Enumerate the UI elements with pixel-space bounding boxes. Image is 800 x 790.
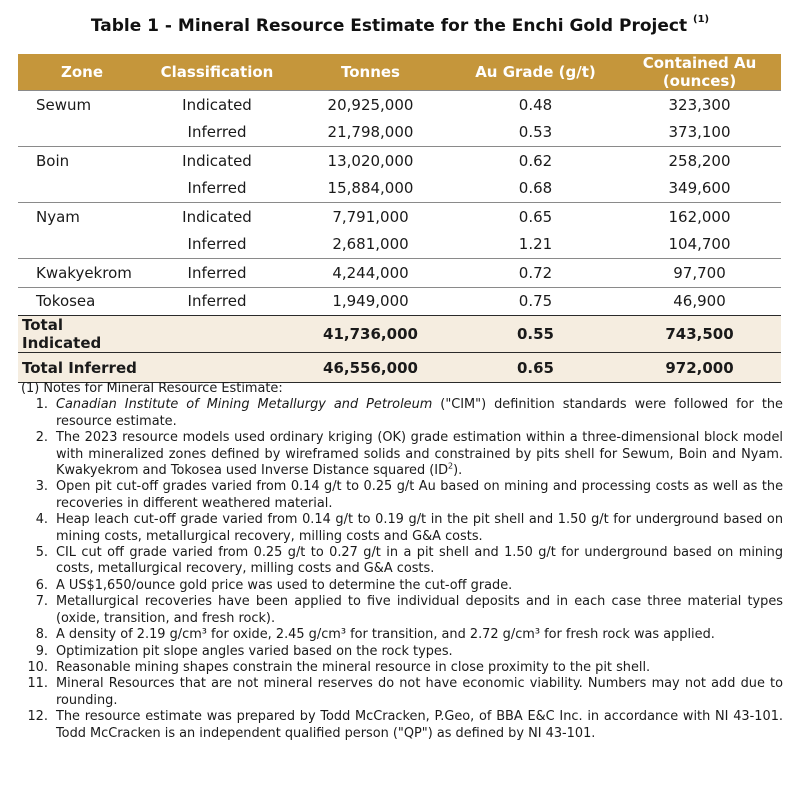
ounces-cell: 258,200 [618,147,781,175]
grade-cell: 0.72 [453,259,618,288]
grade-cell: 0.48 [453,91,618,119]
zone-cell: Kwakyekrom [18,259,146,288]
classification-cell: Indicated [146,147,288,175]
grade-cell: 0.68 [518,179,553,198]
note-item: 5. CIL cut off grade varied from 0.25 g/t to 0.27 g/t in a pit shell and 1.50 g/t for underground based on mining costs, metallurgical recovery, milling costs and G&A costs. [35,545,783,577]
total-grade: 0.55 [453,316,618,353]
zone-cell: Tokosea [18,287,146,316]
total-tonnes: 46,556,000 [288,353,453,383]
zone-cell: Boin [18,147,146,175]
grade-cell: 0.75 [453,287,618,316]
note-item: 12. The resource estimate was prepared by Todd McCracken, P.Geo, of BBA E&C Inc. in accordance with NI 43-101. Todd McCracken is an independent qualified person ("QP") as defined by NI 43-101. [27,709,783,741]
classification-cell: Inferred [187,235,247,254]
table-row [18,175,781,203]
tonnes-cell: 2,681,000 [332,235,409,254]
zone-cell: Nyam [18,203,146,231]
note-item: 3. Open pit cut-off grades varied from 0.14 g/t to 0.25 g/t Au based on mining and processing costs as well as the recoveries in different weathered material. [35,479,783,511]
total-ounces: 972,000 [618,353,781,383]
total-indicated-row [18,316,781,353]
table-row [18,147,781,175]
notes-section [21,381,783,742]
zone-cell [18,119,146,147]
grade-cell: 0.65 [453,203,618,231]
ounces-cell: 349,600 [668,179,731,198]
tonnes-cell: 20,925,000 [288,91,453,119]
col-ounces: Contained Au (ounces) [618,54,781,91]
table-header-row [18,54,781,91]
ounces-cell: 97,700 [618,259,781,288]
table-row [18,119,781,147]
ounces-cell: 373,100 [668,123,731,142]
note-item: 11. Mineral Resources that are not mineral reserves do not have economic viability. Numbers may not add due to rounding. [27,676,783,708]
classification-cell: Indicated [146,91,288,119]
zone-cell [18,175,146,203]
tonnes-cell: 1,949,000 [288,287,453,316]
grade-cell: 0.62 [453,147,618,175]
note-item: 9. Optimization pit slope angles varied based on the rock types. [35,643,453,659]
classification-cell: Inferred [146,259,288,288]
table-row [18,231,781,259]
ounces-cell: 323,300 [618,91,781,119]
classification-cell: Indicated [146,203,288,231]
classification-cell: Inferred [187,123,247,142]
classification-cell: Inferred [146,287,288,316]
total-label: Total Inferred [18,353,146,383]
col-classification: Classification [146,54,288,91]
total-ounces: 743,500 [618,316,781,353]
total-classification-cell [146,316,288,353]
note-item: 1. Canadian Institute of Mining Metallurgy and Petroleum ("CIM") definition standards were followed for the resource estimate. [35,397,783,429]
tonnes-cell: 15,884,000 [327,179,414,198]
table-row [18,287,781,316]
ounces-cell: 162,000 [618,203,781,231]
table-title: Table 1 - Mineral Resource Estimate for the Enchi Gold Project $^{(1)}$ [90,14,710,36]
note-item: 7. Metallurgical recoveries have been applied to five individual deposits and in each case three material types (oxide, transition, and fresh rock). [35,594,783,626]
tonnes-cell: 21,798,000 [327,123,414,142]
total-label: Total Indicated [18,316,146,353]
col-grade: Au Grade (g/t) [453,54,618,91]
col-zone: Zone [18,54,146,91]
grade-cell: 1.21 [518,235,553,254]
note-item: 8. A density of 2.19 g/cm³ for oxide, 2.45 g/cm³ for transition, and 2.72 g/cm³ for fresh rock was applied. [35,627,715,643]
note-item: 10. Reasonable mining shapes constrain the mineral resource in close proximity to the pit shell. [27,659,651,675]
zone-cell [18,231,146,259]
table-row [18,259,781,288]
total-classification-cell [146,353,288,383]
total-grade: 0.65 [453,353,618,383]
table-row [18,91,781,119]
table-row [18,203,781,231]
tonnes-cell: 7,791,000 [288,203,453,231]
col-tonnes: Tonnes [288,54,453,91]
note-item: 6. A US$1,650/ounce gold price was used to determine the cut-off grade. [35,577,513,593]
note-item: 2. The 2023 resource models used ordinary kriging (OK) grade estimation within a three-dimensional block model with mineralized zones defined by wireframed solids and constrained by pits shell for Sewum, Boin and Nyam. Kwakyekrom and Tokosea used Inverse Distance squared $(ID^2)$. [35,430,783,479]
zone-cell: Sewum [18,91,146,119]
ounces-cell: 104,700 [668,235,731,254]
note-item: 4. Heap leach cut-off grade varied from 0.14 g/t to 0.19 g/t in the pit shell and 1.50 g/t for underground based on mining costs, metallurgical recovery, milling costs and G&A costs. [35,512,783,544]
tonnes-cell: 4,244,000 [288,259,453,288]
total-tonnes: 41,736,000 [288,316,453,353]
notes-heading: (1) Notes for Mineral Resource Estimate: [21,381,283,396]
ounces-cell: 46,900 [618,287,781,316]
tonnes-cell: 13,020,000 [288,147,453,175]
grade-cell: 0.53 [518,123,553,142]
title-footnote-ref: (1) [693,14,710,26]
notes-list [21,397,783,742]
total-inferred-row [18,353,781,383]
resource-table [18,54,781,383]
classification-cell: Inferred [187,179,247,198]
